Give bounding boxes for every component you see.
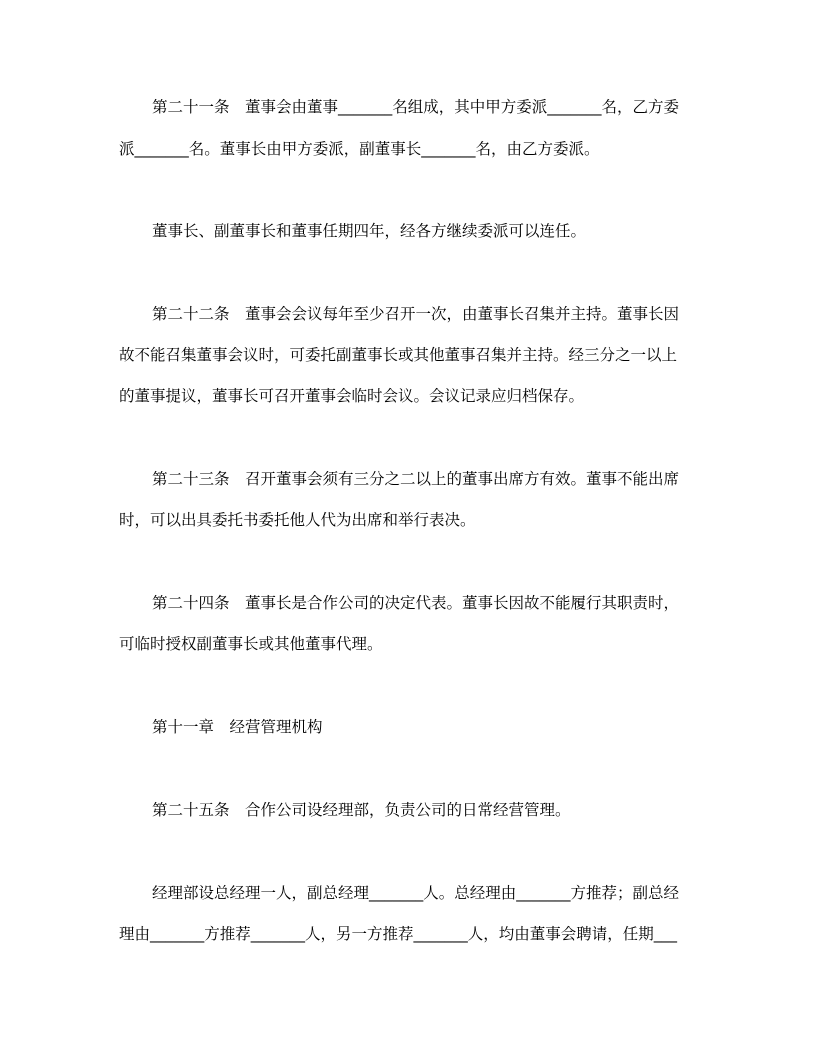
text-line: 第二十五条 合作公司设经理部，负责公司的日常经营管理。 [152,801,571,819]
text-line: 故不能召集董事会议时，可委托副董事长或其他董事召集并主持。经三分之一以上 [119,346,678,364]
text-line: 时，可以出具委托书委托他人代为出席和举行表决。 [119,511,476,529]
text-line: 理由_______方推荐_______人，另一方推荐_______人，均由董事会聘请，任期___ [119,925,678,943]
text-line: 派_______名。董事长由甲方委派，副董事长_______名，由乙方委派。 [119,140,600,158]
text-line: 的董事提议，董事长可召开董事会临时会议。会议记录应归档保存。 [119,387,585,405]
text-line: 董事长、副董事长和董事任期四年，经各方继续委派可以连任。 [152,222,587,240]
text-line: 第二十一条 董事会由董事_______名组成，其中甲方委派_______名，乙方委 [152,98,680,116]
text-line: 第二十三条 召开董事会须有三分之二以上的董事出席方有效。董事不能出席 [152,470,680,488]
text-line: 经理部设总经理一人，副总经理_______人。总经理由_______方推荐；副总经 [152,884,680,902]
text-line: 第二十二条 董事会会议每年至少召开一次，由董事长召集并主持。董事长因 [152,305,680,323]
chapter-heading: 第十一章 经营管理机构 [152,718,323,736]
text-line: 第二十四条 董事长是合作公司的决定代表。董事长因故不能履行其职责时， [152,594,680,612]
text-line: 可临时授权副董事长或其他董事代理。 [119,635,383,653]
